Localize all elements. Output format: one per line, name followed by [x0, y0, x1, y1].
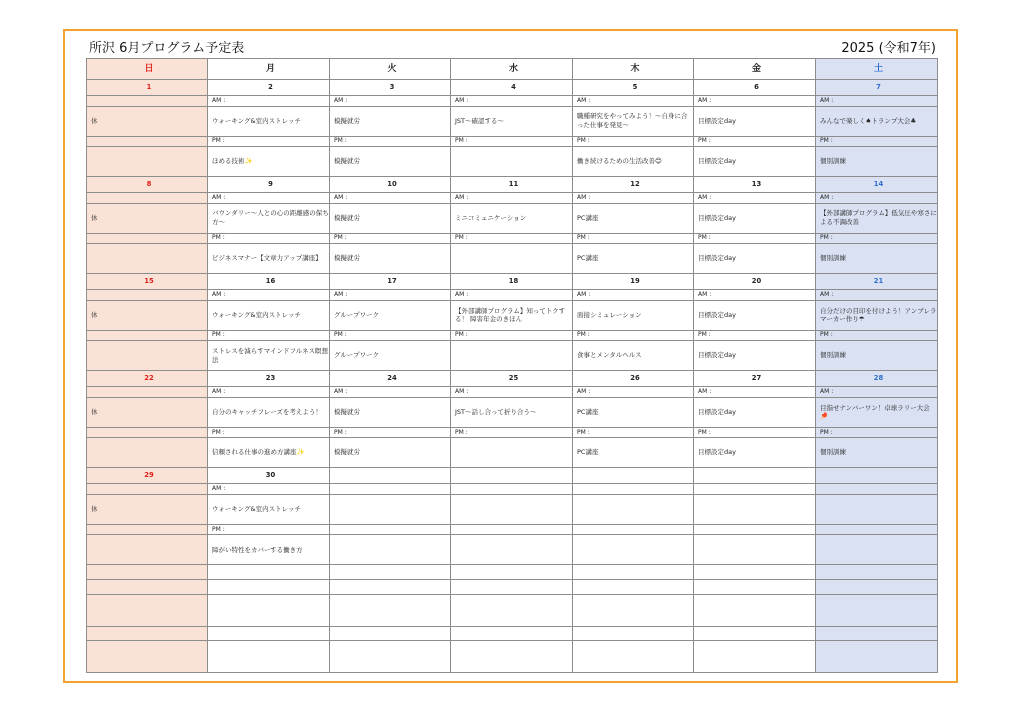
- blank-cell: [816, 580, 938, 595]
- weekday-header-row: [87, 59, 938, 80]
- am-program: 職種研究をやってみよう！～自身に合った仕事を発見～: [573, 106, 694, 136]
- date-number: [330, 468, 451, 484]
- date-number: 24: [330, 371, 451, 387]
- blank-cell: [330, 595, 451, 626]
- pm-program: 働き続けるための生活改善😊: [573, 147, 694, 177]
- pm-label: [87, 136, 208, 146]
- pm-program: 個別訓練: [816, 341, 938, 371]
- pm-program: 食事とメンタルヘルス: [573, 341, 694, 371]
- am-label: AM :: [816, 193, 938, 203]
- blank-row: [87, 626, 938, 641]
- am-label-row: [87, 96, 938, 106]
- blank-row: [87, 595, 938, 626]
- pm-program-row: [87, 244, 938, 274]
- pm-program: [451, 438, 573, 468]
- blank-cell: [208, 580, 330, 595]
- pm-label: PM :: [330, 330, 451, 340]
- date-number: 13: [694, 177, 816, 193]
- date-number: 11: [451, 177, 573, 193]
- am-program: 目標設定day: [694, 106, 816, 136]
- date-number: 22: [87, 371, 208, 387]
- am-program: PC講座: [573, 397, 694, 427]
- date-number: 18: [451, 274, 573, 290]
- am-label: [330, 484, 451, 494]
- am-program: 自分だけの目印を付けよう！アンブレラマーカー作り☂: [816, 300, 938, 330]
- am-label: AM :: [694, 96, 816, 106]
- pm-program: PC講座: [573, 244, 694, 274]
- date-number: 27: [694, 371, 816, 387]
- rest-label: 休: [87, 494, 208, 524]
- pm-label: PM :: [573, 427, 694, 437]
- blank-cell: [694, 565, 816, 580]
- pm-label: PM :: [694, 233, 816, 243]
- weekday-header: 水: [451, 59, 573, 80]
- am-program: 自分のキャッチフレーズを考えよう！: [208, 397, 330, 427]
- pm-label: PM :: [573, 330, 694, 340]
- pm-label: PM :: [208, 330, 330, 340]
- pm-label: PM :: [816, 233, 938, 243]
- calendar-table: [86, 58, 938, 673]
- am-program-row: [87, 203, 938, 233]
- pm-label: PM :: [330, 233, 451, 243]
- blank-cell: [87, 580, 208, 595]
- blank-cell: [451, 641, 573, 673]
- am-label: [694, 484, 816, 494]
- pm-program: [87, 438, 208, 468]
- blank-cell: [87, 626, 208, 641]
- weekday-header: 火: [330, 59, 451, 80]
- am-program: ウォーキング&室内ストレッチ: [208, 494, 330, 524]
- weekday-header: 土: [816, 59, 938, 80]
- pm-program: [87, 244, 208, 274]
- blank-cell: [451, 565, 573, 580]
- pm-label: [694, 524, 816, 534]
- pm-program: ほめる技術✨: [208, 147, 330, 177]
- am-label: AM :: [330, 96, 451, 106]
- am-label-row: [87, 290, 938, 300]
- blank-cell: [573, 626, 694, 641]
- am-label: AM :: [816, 96, 938, 106]
- am-program: 【外部講師プログラム】知ってトクする！ 障害年金のきほん: [451, 300, 573, 330]
- blank-cell: [87, 595, 208, 626]
- pm-program: [330, 535, 451, 565]
- pm-program-row: [87, 341, 938, 371]
- am-label: AM :: [451, 193, 573, 203]
- blank-cell: [451, 580, 573, 595]
- date-number: [816, 468, 938, 484]
- date-number: 20: [694, 274, 816, 290]
- am-label: AM :: [451, 387, 573, 397]
- date-number: 2: [208, 80, 330, 96]
- am-label: AM :: [208, 387, 330, 397]
- am-label: AM :: [208, 290, 330, 300]
- am-label: [87, 387, 208, 397]
- date-number: 3: [330, 80, 451, 96]
- pm-label: PM :: [694, 136, 816, 146]
- pm-label-row: [87, 233, 938, 243]
- pm-program: [816, 535, 938, 565]
- pm-label: PM :: [208, 136, 330, 146]
- am-label-row: [87, 193, 938, 203]
- pm-label-row: [87, 136, 938, 146]
- blank-cell: [816, 641, 938, 673]
- date-number: 8: [87, 177, 208, 193]
- pm-label: PM :: [816, 330, 938, 340]
- am-label: AM :: [330, 290, 451, 300]
- blank-cell: [816, 626, 938, 641]
- date-number: 9: [208, 177, 330, 193]
- blank-cell: [573, 580, 694, 595]
- am-program: バウンダリー～人との心の距離感の保ち方～: [208, 203, 330, 233]
- pm-program: ビジネスマナー【文章力アップ講座】: [208, 244, 330, 274]
- date-number: 5: [573, 80, 694, 96]
- am-program-row: [87, 494, 938, 524]
- pm-label: PM :: [451, 330, 573, 340]
- blank-cell: [330, 626, 451, 641]
- pm-program: 目標設定day: [694, 147, 816, 177]
- am-program: PC講座: [573, 203, 694, 233]
- am-program: ミニコミュニケーション: [451, 203, 573, 233]
- am-label: [451, 484, 573, 494]
- am-label-row: [87, 484, 938, 494]
- pm-label: PM :: [816, 136, 938, 146]
- pm-program: 模擬就労: [330, 244, 451, 274]
- date-number: 30: [208, 468, 330, 484]
- am-label: AM :: [573, 387, 694, 397]
- am-label: [816, 484, 938, 494]
- date-number: 17: [330, 274, 451, 290]
- am-label: [87, 484, 208, 494]
- date-number: 23: [208, 371, 330, 387]
- pm-program: 目標設定day: [694, 244, 816, 274]
- date-row: [87, 468, 938, 484]
- date-number: 6: [694, 80, 816, 96]
- rest-label: 休: [87, 106, 208, 136]
- pm-program-row: [87, 147, 938, 177]
- date-number: 16: [208, 274, 330, 290]
- am-program: 【外部講師プログラム】低気圧や寒さによる不調改善: [816, 203, 938, 233]
- am-program: 面接シミュレーション: [573, 300, 694, 330]
- pm-program: グループワーク: [330, 341, 451, 371]
- am-program: みんなで楽しく♠トランプ大会♣: [816, 106, 938, 136]
- am-program: JST～確認する～: [451, 106, 573, 136]
- pm-program: [573, 535, 694, 565]
- pm-program: ストレスを減らすマインドフルネス瞑想法: [208, 341, 330, 371]
- date-number: 12: [573, 177, 694, 193]
- weekday-header: 金: [694, 59, 816, 80]
- pm-program: 個別訓練: [816, 147, 938, 177]
- pm-label: PM :: [694, 330, 816, 340]
- blank-cell: [694, 641, 816, 673]
- date-number: 21: [816, 274, 938, 290]
- date-number: 7: [816, 80, 938, 96]
- pm-program: [694, 535, 816, 565]
- pm-label: PM :: [208, 233, 330, 243]
- pm-label: PM :: [694, 427, 816, 437]
- blank-row: [87, 641, 938, 673]
- pm-program: [451, 244, 573, 274]
- pm-program: [451, 147, 573, 177]
- date-number: 26: [573, 371, 694, 387]
- pm-label: [573, 524, 694, 534]
- am-label: AM :: [451, 96, 573, 106]
- am-program: 模擬就労: [330, 203, 451, 233]
- blank-cell: [451, 626, 573, 641]
- blank-cell: [573, 595, 694, 626]
- am-label: AM :: [694, 387, 816, 397]
- date-number: 14: [816, 177, 938, 193]
- am-program: [451, 494, 573, 524]
- blank-cell: [694, 626, 816, 641]
- pm-label-row: [87, 524, 938, 534]
- pm-program: 模擬就労: [330, 147, 451, 177]
- date-number: 10: [330, 177, 451, 193]
- blank-row: [87, 565, 938, 580]
- am-program-row: [87, 397, 938, 427]
- blank-cell: [694, 595, 816, 626]
- weekday-header: 木: [573, 59, 694, 80]
- blank-cell: [87, 641, 208, 673]
- pm-program-row: [87, 438, 938, 468]
- year-label: 2025 (令和7年): [841, 41, 936, 56]
- am-program: JST～話し合って折り合う～: [451, 397, 573, 427]
- am-program: 目標設定day: [694, 300, 816, 330]
- pm-label: PM :: [573, 233, 694, 243]
- pm-program: 模擬就労: [330, 438, 451, 468]
- weekday-header: 月: [208, 59, 330, 80]
- am-program: [694, 494, 816, 524]
- am-label: AM :: [208, 193, 330, 203]
- pm-label-row: [87, 330, 938, 340]
- am-program: グループワーク: [330, 300, 451, 330]
- pm-program: 目標設定day: [694, 341, 816, 371]
- pm-label: [816, 524, 938, 534]
- date-number: 25: [451, 371, 573, 387]
- pm-program: 目標設定day: [694, 438, 816, 468]
- date-row: [87, 177, 938, 193]
- blank-cell: [208, 626, 330, 641]
- am-label: AM :: [330, 387, 451, 397]
- rest-label: 休: [87, 203, 208, 233]
- page-title: 所沢 6月プログラム予定表: [89, 41, 245, 56]
- pm-program: [87, 147, 208, 177]
- am-program: [816, 494, 938, 524]
- am-label: AM :: [573, 290, 694, 300]
- blank-cell: [816, 595, 938, 626]
- blank-cell: [208, 595, 330, 626]
- date-number: 29: [87, 468, 208, 484]
- blank-cell: [208, 565, 330, 580]
- pm-label: PM :: [451, 136, 573, 146]
- pm-label: PM :: [330, 136, 451, 146]
- am-program: 目標設定day: [694, 397, 816, 427]
- date-number: [573, 468, 694, 484]
- blank-cell: [330, 641, 451, 673]
- pm-label: [87, 427, 208, 437]
- am-program: 目指せナンバーワン！卓球ラリー大会🏓: [816, 397, 938, 427]
- pm-program: [87, 535, 208, 565]
- pm-program: 個別訓練: [816, 244, 938, 274]
- rest-label: 休: [87, 397, 208, 427]
- pm-program: 信頼される仕事の進め方講座✨: [208, 438, 330, 468]
- date-number: [694, 468, 816, 484]
- date-number: [451, 468, 573, 484]
- date-row: [87, 371, 938, 387]
- am-label: AM :: [208, 484, 330, 494]
- pm-label: PM :: [573, 136, 694, 146]
- pm-label-row: [87, 427, 938, 437]
- pm-program: [451, 341, 573, 371]
- am-label: AM :: [330, 193, 451, 203]
- rest-label: 休: [87, 300, 208, 330]
- am-label-row: [87, 387, 938, 397]
- blank-row: [87, 580, 938, 595]
- am-program: ウォーキング&室内ストレッチ: [208, 300, 330, 330]
- am-label: AM :: [694, 290, 816, 300]
- pm-label: [451, 524, 573, 534]
- pm-program: PC講座: [573, 438, 694, 468]
- am-label: AM :: [208, 96, 330, 106]
- pm-label: PM :: [451, 233, 573, 243]
- blank-cell: [330, 565, 451, 580]
- pm-label: PM :: [208, 524, 330, 534]
- am-program: [573, 494, 694, 524]
- date-row: [87, 274, 938, 290]
- blank-cell: [87, 565, 208, 580]
- am-label: [87, 290, 208, 300]
- am-label: AM :: [694, 193, 816, 203]
- am-label: [87, 193, 208, 203]
- pm-label: PM :: [816, 427, 938, 437]
- date-row: [87, 80, 938, 96]
- am-label: AM :: [573, 193, 694, 203]
- pm-program: [87, 341, 208, 371]
- pm-program: 個別訓練: [816, 438, 938, 468]
- date-number: 4: [451, 80, 573, 96]
- am-program: 目標設定day: [694, 203, 816, 233]
- am-label: AM :: [451, 290, 573, 300]
- am-label: [87, 96, 208, 106]
- pm-program: 障がい特性をカバーする働き方: [208, 535, 330, 565]
- am-label: [573, 484, 694, 494]
- pm-label: PM :: [208, 427, 330, 437]
- pm-program: [451, 535, 573, 565]
- blank-cell: [330, 580, 451, 595]
- am-program-row: [87, 300, 938, 330]
- am-label: AM :: [573, 96, 694, 106]
- blank-cell: [573, 641, 694, 673]
- am-label: AM :: [816, 387, 938, 397]
- blank-cell: [208, 641, 330, 673]
- pm-label: [330, 524, 451, 534]
- am-program-row: [87, 106, 938, 136]
- pm-label: [87, 233, 208, 243]
- pm-label: [87, 330, 208, 340]
- date-number: 19: [573, 274, 694, 290]
- blank-cell: [816, 565, 938, 580]
- pm-label: PM :: [451, 427, 573, 437]
- pm-label: [87, 524, 208, 534]
- am-program: [330, 494, 451, 524]
- blank-cell: [694, 580, 816, 595]
- date-number: 15: [87, 274, 208, 290]
- pm-label: PM :: [330, 427, 451, 437]
- am-program: 模擬就労: [330, 106, 451, 136]
- am-program: 模擬就労: [330, 397, 451, 427]
- blank-cell: [573, 565, 694, 580]
- am-program: ウォーキング&室内ストレッチ: [208, 106, 330, 136]
- date-number: 1: [87, 80, 208, 96]
- pm-program-row: [87, 535, 938, 565]
- date-number: 28: [816, 371, 938, 387]
- weekday-header: 日: [87, 59, 208, 80]
- blank-cell: [451, 595, 573, 626]
- am-label: AM :: [816, 290, 938, 300]
